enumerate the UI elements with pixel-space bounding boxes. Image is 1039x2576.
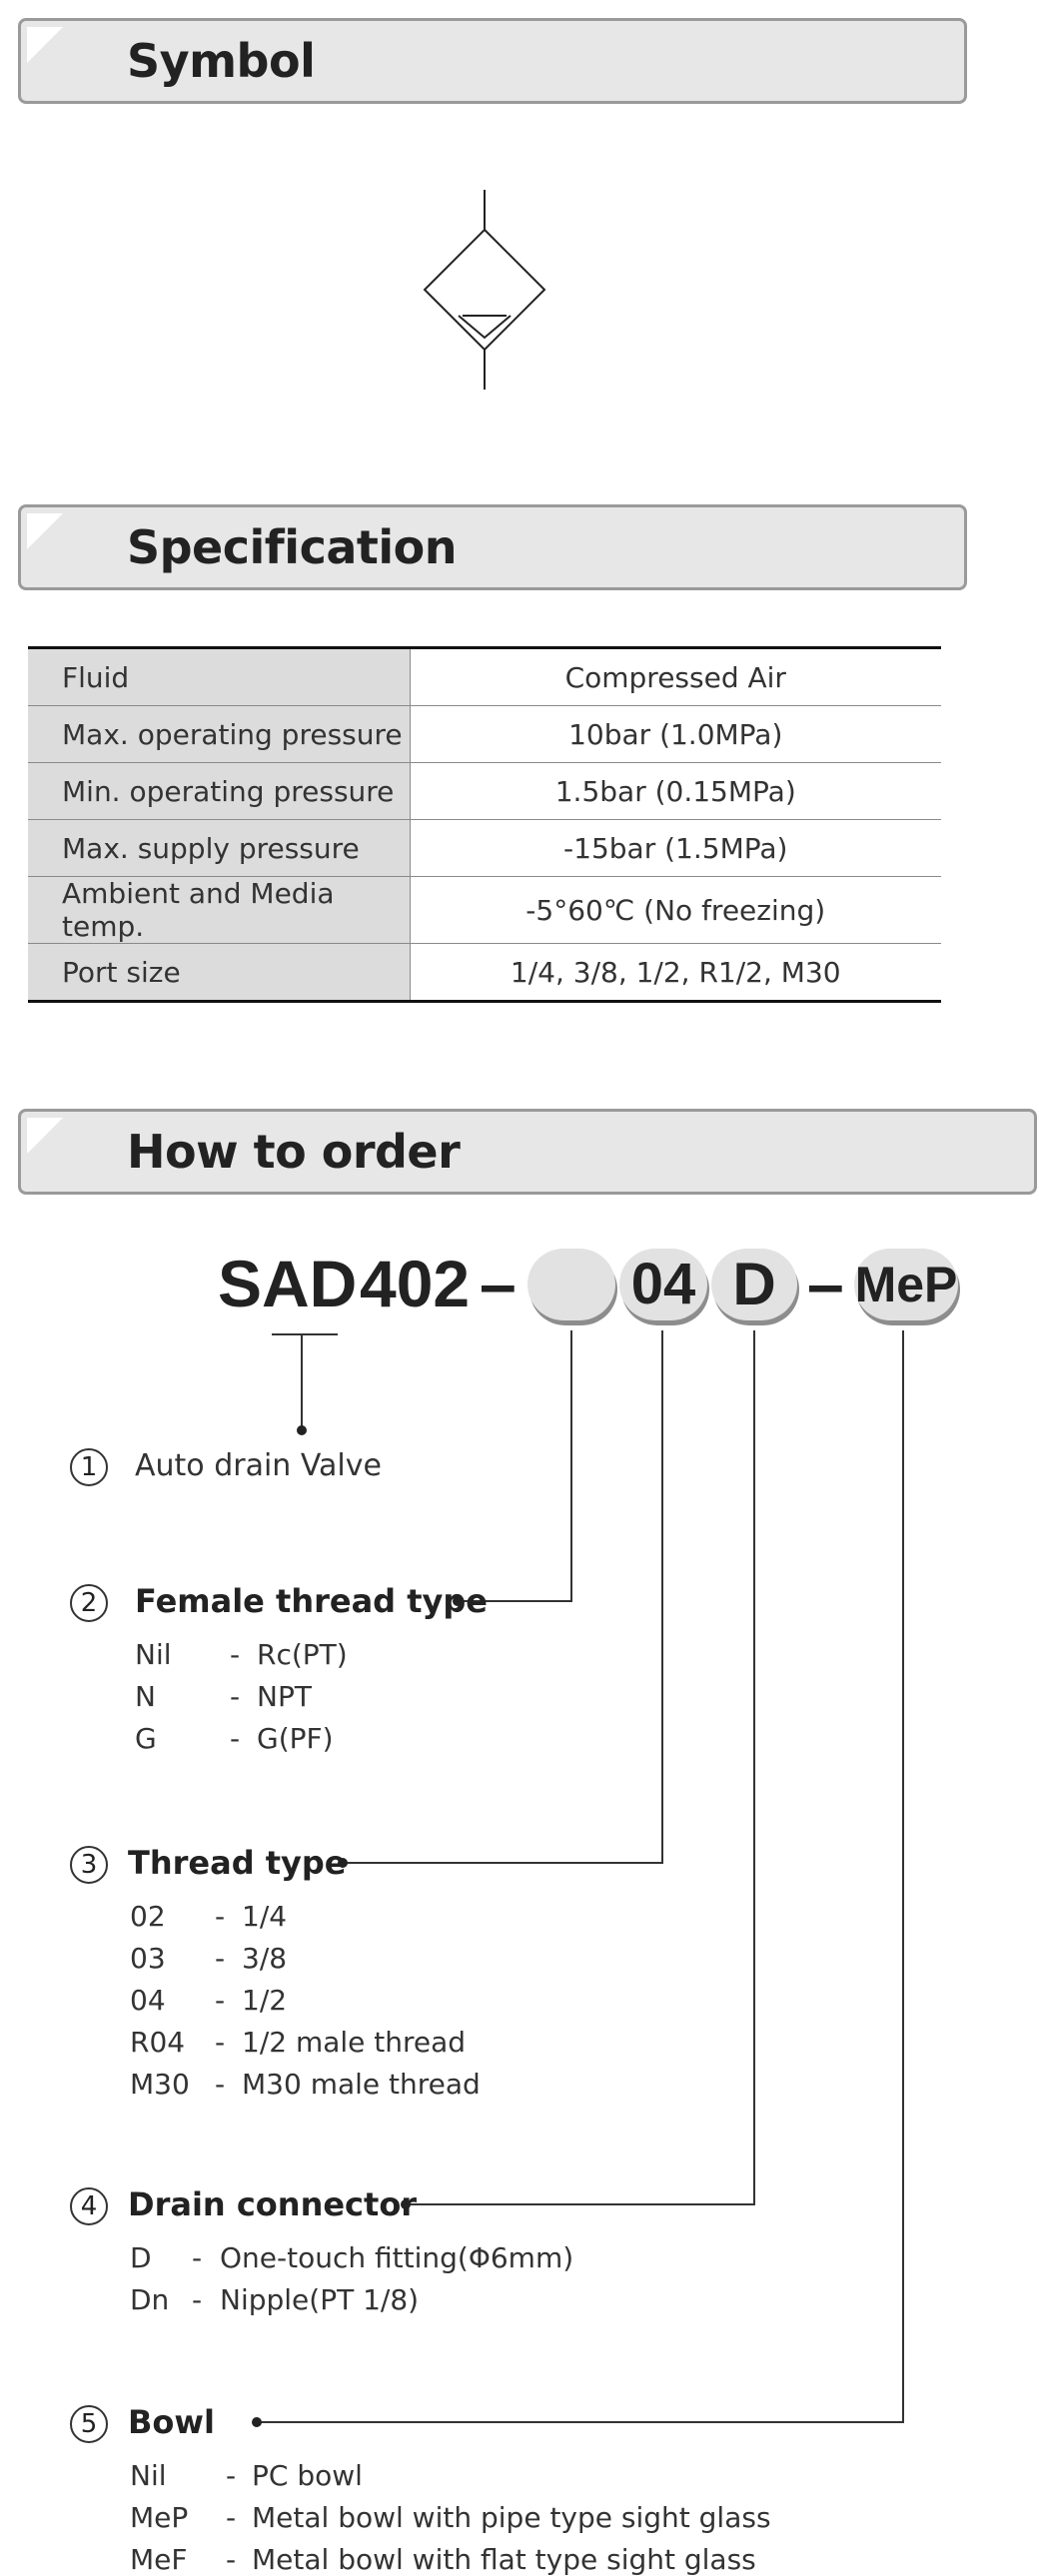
spec-label: Fluid	[28, 648, 410, 706]
specification-title: Specification	[127, 520, 457, 574]
spec-value: -5°60℃ (No freezing)	[410, 877, 941, 944]
thread-type-title: Thread type	[128, 1844, 347, 1882]
auto-drain-valve-label: Auto drain Valve	[135, 1448, 382, 1483]
how-to-order-title: How to order	[127, 1125, 461, 1179]
bowl-slot: MeP	[854, 1249, 958, 1320]
spec-label: Port size	[28, 944, 410, 1002]
item-number-2: 2	[70, 1584, 108, 1622]
list-item: G - G(PF)	[135, 1722, 334, 1755]
list-item: N - NPT	[135, 1680, 312, 1713]
spec-value: -15bar (1.5MPa)	[410, 820, 941, 877]
item-number-3: 3	[70, 1846, 108, 1884]
spec-value: 1.5bar (0.15MPa)	[410, 763, 941, 820]
list-item: Dn - Nipple(PT 1/8)	[130, 2283, 420, 2316]
spec-value: 1/4, 3/8, 1/2, R1/2, M30	[410, 944, 941, 1002]
order-code-dash: –	[480, 1247, 517, 1320]
spec-value: Compressed Air	[410, 648, 941, 706]
female-thread-type-title: Female thread type	[135, 1582, 488, 1620]
list-item: 03 - 3/8	[130, 1942, 288, 1975]
list-item: D - One-touch fitting(Φ6mm)	[130, 2241, 574, 2274]
list-item: 04 - 1/2	[130, 1984, 288, 2017]
list-item: MeP - Metal bowl with pipe type sight glass	[130, 2501, 771, 2534]
list-item: Nil - Rc(PT)	[135, 1638, 348, 1671]
list-item: MeF - Metal bowl with flat type sight glass	[130, 2543, 756, 2576]
drain-connector-title: Drain connector	[128, 2185, 418, 2223]
list-item: R04 - 1/2 male thread	[130, 2026, 467, 2059]
item-number-1: 1	[70, 1448, 108, 1486]
order-code-dash: –	[807, 1247, 844, 1320]
drain-connector-slot: D	[711, 1249, 797, 1320]
spec-label: Ambient and Media temp.	[28, 877, 410, 944]
item-number-5: 5	[70, 2405, 108, 2443]
symbol-title: Symbol	[127, 34, 316, 88]
female-thread-slot	[527, 1249, 615, 1320]
list-item: M30 - M30 male thread	[130, 2068, 481, 2101]
spec-label: Max. operating pressure	[28, 706, 410, 763]
order-code-prefix: SAD	[218, 1247, 358, 1320]
spec-label: Min. operating pressure	[28, 763, 410, 820]
list-item: Nil - PC bowl	[130, 2459, 363, 2492]
item-number-4: 4	[70, 2187, 108, 2225]
order-code-model: 402	[360, 1247, 471, 1320]
list-item: 02 - 1/4	[130, 1900, 288, 1933]
spec-value: 10bar (1.0MPa)	[410, 706, 941, 763]
thread-type-slot: 04	[619, 1249, 707, 1320]
bowl-title: Bowl	[128, 2403, 215, 2441]
spec-label: Max. supply pressure	[28, 820, 410, 877]
